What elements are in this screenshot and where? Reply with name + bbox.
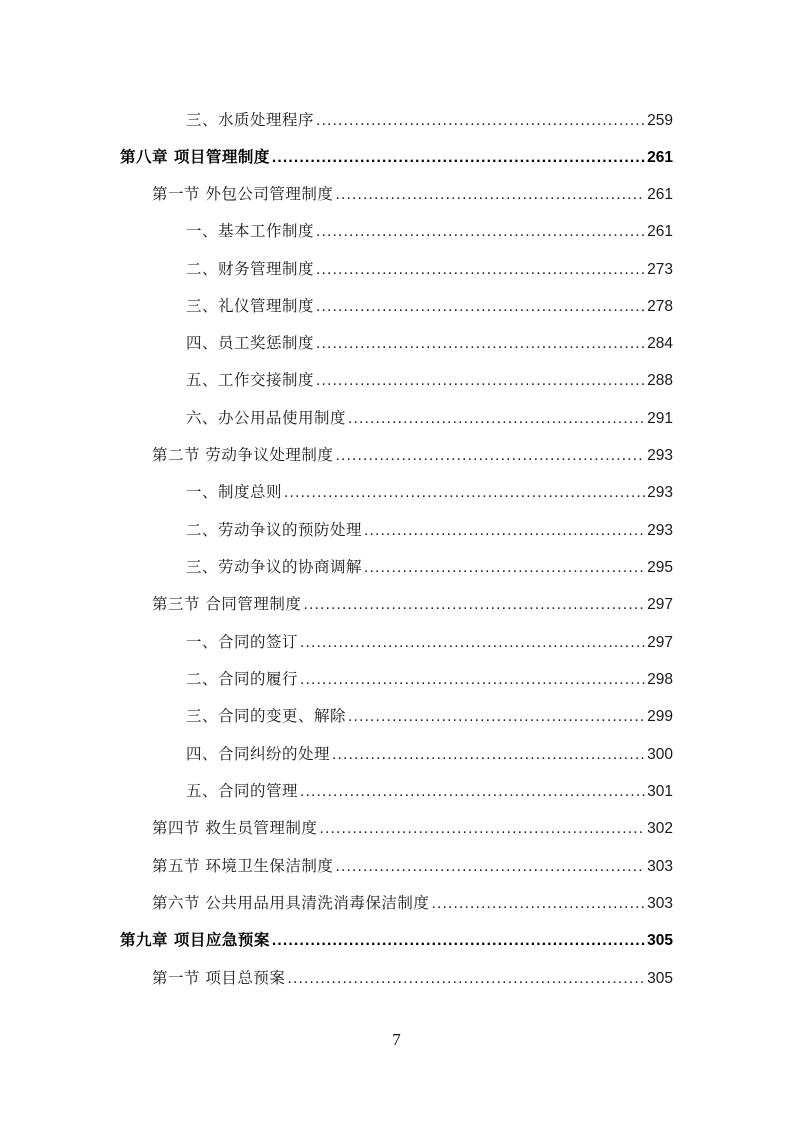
toc-entry-page: 259 [647,112,673,129]
toc-entry[interactable] [186,331,673,355]
dot-leader [348,407,645,431]
toc-entry[interactable] [186,704,673,728]
dot-leader [272,146,645,170]
dot-leader [272,929,645,953]
dot-leader [284,481,645,505]
toc-entry[interactable] [186,294,673,318]
toc-entry[interactable] [186,108,673,132]
toc-entry-section[interactable] [152,182,673,206]
toc-entry[interactable] [186,219,673,243]
dot-leader [300,631,645,655]
toc-entry-title: 一、制度总则 [186,483,283,501]
toc-entry-page: 303 [647,895,673,912]
toc-entry-page: 293 [647,447,673,464]
toc-entry-page: 288 [647,372,673,389]
toc-entry-title: 二、合同的履行 [186,670,299,688]
toc-entry[interactable] [186,368,673,392]
dot-leader [364,519,645,543]
dot-leader [332,743,645,767]
toc-entry-page: 273 [647,261,673,278]
toc-entry-section[interactable] [152,592,673,616]
toc-entry-section[interactable] [152,854,673,878]
toc-entry-page: 302 [647,820,673,837]
dot-leader [316,295,645,319]
dot-leader [316,369,645,393]
dot-leader [335,183,645,207]
toc-entry[interactable] [186,555,673,579]
toc-entry-section[interactable] [152,891,673,915]
toc-entry-page: 301 [647,783,673,800]
toc-entry-title: 二、财务管理制度 [186,260,315,278]
toc-entry[interactable] [186,779,673,803]
toc-entry-page: 303 [647,858,673,875]
toc-entry-title: 三、礼仪管理制度 [186,297,315,315]
toc-entry-page: 293 [647,522,673,539]
dot-leader [300,780,645,804]
toc-entry-page: 261 [647,223,673,240]
toc-entry[interactable] [186,667,673,691]
toc-entry[interactable] [186,257,673,281]
dot-leader [287,967,645,991]
toc-entry-title: 三、水质处理程序 [186,111,315,129]
toc-entry-page: 291 [647,410,673,427]
toc-entry-section[interactable] [152,966,673,990]
toc-entry-page: 293 [647,484,673,501]
toc-entry-title: 第九章 项目应急预案 [120,931,270,949]
toc-entry-page: 297 [647,634,673,651]
toc-entry-title: 第一节 项目总预案 [152,969,286,987]
toc-entry-title: 第五节 环境卫生保洁制度 [152,857,334,875]
toc-entry-page: 261 [647,149,673,166]
dot-leader [316,258,645,282]
toc-entry-page: 299 [647,708,673,725]
toc-entry-page: 278 [647,298,673,315]
toc-entry-section[interactable] [152,443,673,467]
toc-entry-title: 第一节 外包公司管理制度 [152,185,334,203]
dot-leader [303,593,645,617]
dot-leader [364,556,645,580]
dot-leader [431,892,645,916]
toc-entry-title: 五、合同的管理 [186,782,299,800]
toc-entry-title: 第三节 合同管理制度 [152,595,302,613]
toc-entry-title: 四、员工奖惩制度 [186,334,315,352]
toc-entry-title: 第二节 劳动争议处理制度 [152,446,334,464]
toc-entry[interactable] [186,406,673,430]
toc-entry-title: 二、劳动争议的预防处理 [186,521,363,539]
page-number: 7 [392,1030,401,1049]
toc-entry[interactable] [186,630,673,654]
dot-leader [316,220,645,244]
toc-entry-title: 三、合同的变更、解除 [186,707,347,725]
toc-entry-title: 第四节 救生员管理制度 [152,819,318,837]
toc-entry-page: 261 [647,186,673,203]
dot-leader [300,668,645,692]
toc-entry-page: 300 [647,746,673,763]
toc-entry-title: 四、合同纠纷的处理 [186,745,331,763]
dot-leader [316,109,645,133]
toc-entry-chapter[interactable] [120,928,673,952]
dot-leader [319,817,645,841]
toc-entry-title: 第八章 项目管理制度 [120,148,270,166]
toc-entry-page: 284 [647,335,673,352]
toc-entry-title: 一、合同的签订 [186,633,299,651]
toc-entry[interactable] [186,480,673,504]
toc-entry[interactable] [186,518,673,542]
dot-leader [348,705,645,729]
dot-leader [335,444,645,468]
toc-entry-title: 第六节 公共用品用具清洗消毒保洁制度 [152,894,430,912]
toc-entry-chapter[interactable] [120,145,673,169]
dot-leader [316,332,645,356]
toc-entry-title: 三、劳动争议的协商调解 [186,558,363,576]
toc-entry-section[interactable] [152,816,673,840]
toc-entry-page: 295 [647,559,673,576]
toc-entry-title: 五、工作交接制度 [186,371,315,389]
toc-entry-page: 305 [647,932,673,949]
toc-entry[interactable] [186,742,673,766]
toc-entry-page: 297 [647,596,673,613]
toc-entry-title: 六、办公用品使用制度 [186,409,347,427]
dot-leader [335,855,645,879]
toc-entry-page: 298 [647,671,673,688]
toc-entry-title: 一、基本工作制度 [186,222,315,240]
toc-entry-page: 305 [647,970,673,987]
